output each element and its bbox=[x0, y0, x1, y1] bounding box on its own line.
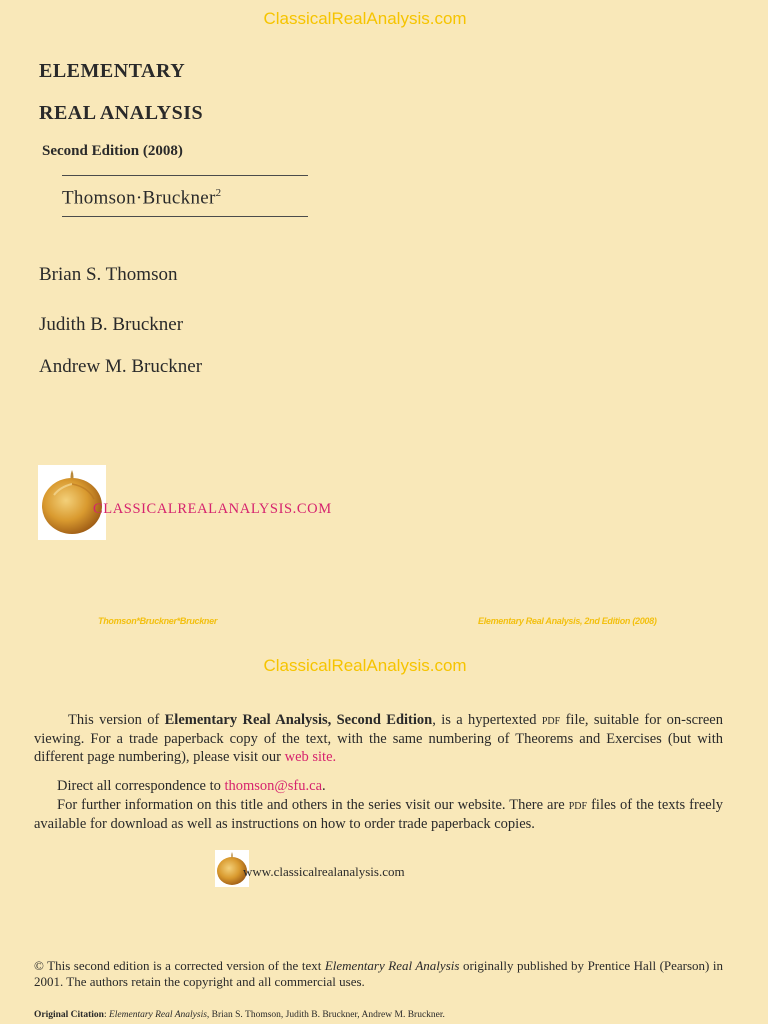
edition-label: Second Edition (2008) bbox=[42, 143, 183, 159]
para3-pdf: pdf bbox=[568, 797, 588, 813]
para1-text-3: file, suitable for on-screen viewing. For a trade paperback copy of the text, with the same numbering of Theorems and Exercises (but with different page numbering), please visit our bbox=[34, 712, 723, 765]
email-link[interactable]: thomson@sfu.ca bbox=[224, 778, 323, 794]
para2-text-2: . bbox=[322, 778, 326, 794]
para1-pdf: pdf bbox=[541, 712, 561, 728]
citation-label: Original Citation bbox=[34, 1010, 104, 1020]
brand-name bbox=[62, 187, 221, 209]
citation-sep: : bbox=[103, 1010, 109, 1020]
footer-right: Elementary Real Analysis, 2nd Edition (2008) bbox=[478, 616, 657, 626]
brand-dot: · bbox=[135, 187, 143, 209]
para3-text-2: files of the texts freely available for download as well as instructions on how to order trade paperback copies. bbox=[34, 797, 723, 832]
logo-link[interactable]: CLASSICALREALANALYSIS.COM bbox=[93, 501, 332, 517]
para3-text-1: For further information on this title and others in the series visit our website. There are bbox=[57, 797, 569, 813]
paragraph-further-info bbox=[34, 796, 723, 833]
copyright-symbol: © bbox=[34, 958, 44, 973]
para1-title: Elementary Real Analysis, Second Edition bbox=[164, 712, 433, 728]
web-site-link[interactable]: web site. bbox=[284, 749, 337, 765]
rule-top bbox=[62, 175, 308, 176]
copyright-title: Elementary Real Analysis bbox=[324, 958, 460, 973]
citation-title: Elementary Real Analysis bbox=[108, 1010, 207, 1020]
citation-text: , Brian S. Thomson, Judith B. Bruckner, Andrew M. Bruckner. bbox=[206, 1010, 445, 1020]
watermark-top: ClassicalRealAnalysis.com bbox=[263, 9, 467, 28]
para2-text-1: Direct all correspondence to bbox=[57, 778, 225, 794]
rule-bottom bbox=[62, 216, 308, 217]
footer-left: Thomson*Bruckner*Bruckner bbox=[98, 616, 218, 626]
website-url[interactable]: www.classicalrealanalysis.com bbox=[243, 864, 405, 879]
copyright-notice bbox=[34, 958, 723, 990]
author-1: Brian S. Thomson bbox=[39, 264, 178, 285]
title-line-2: REAL ANALYSIS bbox=[39, 102, 204, 124]
author-2: Judith B. Bruckner bbox=[39, 314, 184, 335]
copyright-text-1: This second edition is a corrected version of the text bbox=[43, 958, 325, 973]
title-line-1: ELEMENTARY bbox=[39, 60, 186, 82]
brand-part-2: Bruckner bbox=[142, 187, 216, 209]
copyright-text-2: originally published by Prentice Hall (Pearson) in 2001. The authors retain the copyright and all commercial uses. bbox=[34, 958, 723, 989]
para1-text-1: This version of bbox=[68, 712, 165, 728]
watermark-mid: ClassicalRealAnalysis.com bbox=[263, 656, 467, 675]
author-3: Andrew M. Bruckner bbox=[39, 356, 203, 377]
paragraph-version bbox=[34, 711, 723, 767]
brand-sup: 2 bbox=[215, 187, 222, 199]
original-citation bbox=[34, 1009, 723, 1021]
para1-text-2: , is a hypertexted bbox=[432, 712, 542, 728]
paragraph-correspondence bbox=[34, 777, 723, 796]
brand-part-1: Thomson bbox=[62, 187, 136, 209]
